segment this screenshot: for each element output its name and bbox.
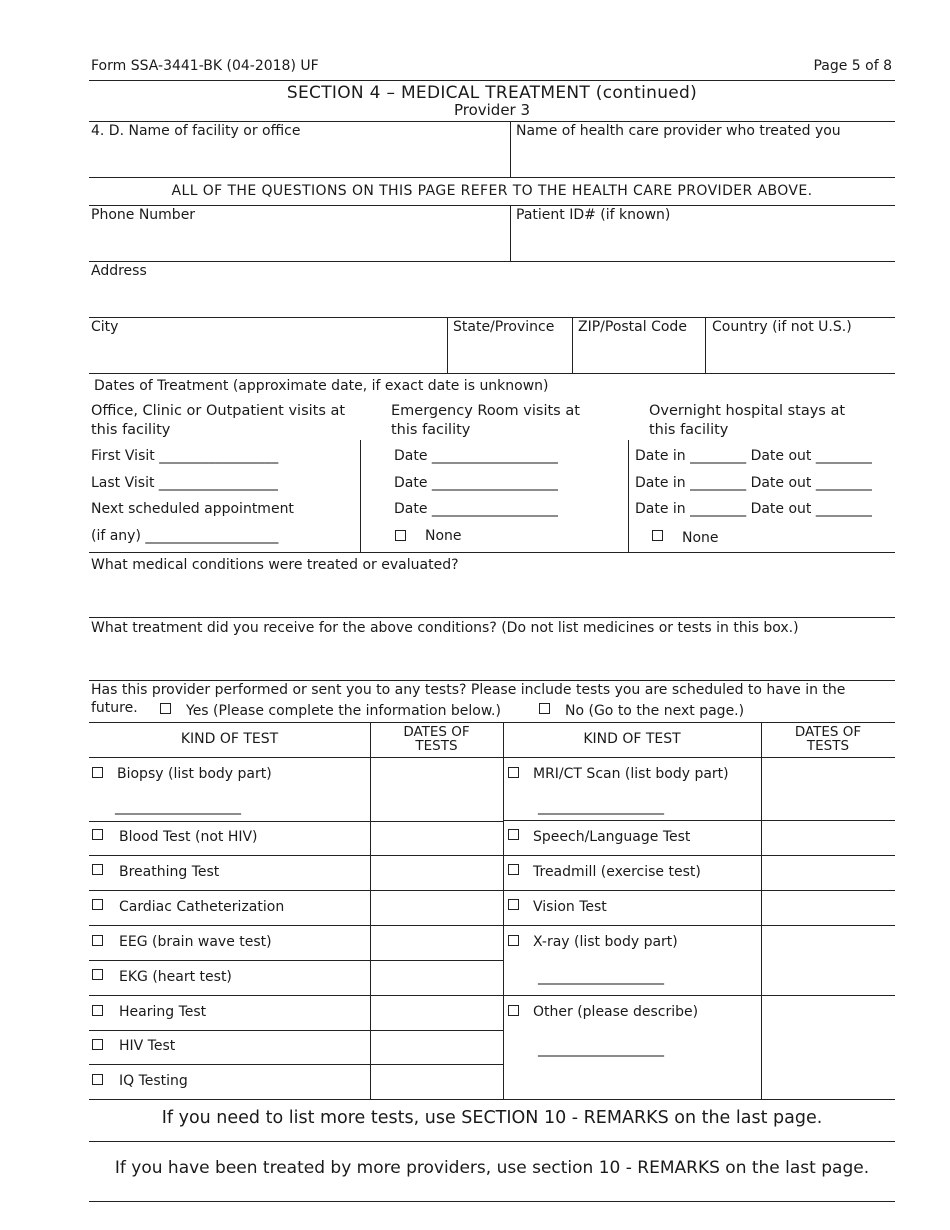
test-label-eeg: EEG (brain wave test) [119, 934, 272, 950]
dates-header-line-1: DATES OF [794, 724, 862, 740]
test-label-ekg: EKG (heart test) [119, 969, 232, 985]
tests-yes-label: Yes (Please complete the information below.) [186, 703, 501, 719]
divider [89, 552, 895, 553]
divider [89, 1099, 895, 1100]
more-providers-note: If you have been treated by more providers, use section 10 - REMARKS on the last page. [114, 1158, 870, 1178]
divider [89, 205, 895, 206]
overnight-heading-1: Overnight hospital stays at [649, 403, 846, 419]
divider [89, 757, 895, 758]
next-appointment-label: Next scheduled appointment [91, 501, 294, 517]
provider-name-field[interactable] [516, 142, 892, 176]
country-field[interactable] [712, 338, 892, 372]
overnight-none-checkbox[interactable] [652, 530, 663, 541]
first-visit-field[interactable]: First Visit _________________ [91, 448, 279, 464]
test-dates-field[interactable] [372, 1032, 501, 1063]
zip-label: ZIP/Postal Code [578, 319, 687, 335]
dates-header-line-1: DATES OF [403, 724, 470, 740]
dates-header-line-2: TESTS [806, 738, 850, 754]
er-date-field[interactable]: Date __________________ [394, 475, 558, 491]
form-id: Form SSA-3441-BK (04-2018) UF [91, 58, 319, 74]
er-none-checkbox[interactable] [395, 530, 406, 541]
test-dates-field[interactable] [763, 857, 893, 889]
test-dates-field[interactable] [763, 892, 893, 924]
test-checkbox-xray[interactable] [508, 935, 519, 946]
divider [89, 317, 895, 318]
test-label-cardiac: Cardiac Catheterization [119, 899, 285, 915]
test-checkbox-breathing[interactable] [92, 864, 103, 875]
divider [89, 722, 895, 723]
test-checkbox-vision[interactable] [508, 899, 519, 910]
office-heading-2: this facility [91, 422, 171, 438]
divider [503, 820, 895, 821]
test-dates-field[interactable] [372, 857, 501, 889]
city-field[interactable] [91, 338, 443, 372]
conditions-field[interactable] [91, 577, 891, 615]
provider-number: Provider 3 [453, 101, 531, 119]
test-dates-field[interactable] [372, 1066, 501, 1098]
address-label: Address [91, 263, 147, 279]
test-dates-field[interactable] [372, 823, 501, 854]
divider [705, 317, 706, 373]
test-dates-field[interactable] [763, 997, 893, 1098]
treatment-question: What treatment did you receive for the above conditions? (Do not list medicines or tests in this box.) [91, 620, 799, 636]
dates-of-tests-header [761, 725, 895, 753]
dates-of-tests-header [370, 725, 503, 753]
test-label-breathing: Breathing Test [119, 864, 220, 880]
page-number: Page 5 of 8 [813, 58, 892, 74]
test-label-treadmill: Treadmill (exercise test) [533, 864, 701, 880]
divider [89, 960, 503, 961]
other-describe-field[interactable]: __________________ [538, 1041, 664, 1057]
all-questions-note: ALL OF THE QUESTIONS ON THIS PAGE REFER TO THE HEALTH CARE PROVIDER ABOVE. [171, 183, 813, 199]
test-checkbox-hearing[interactable] [92, 1005, 103, 1016]
divider [89, 821, 503, 822]
table-divider [503, 722, 504, 1099]
divider [503, 855, 895, 856]
er-heading-2: this facility [391, 422, 471, 438]
divider [89, 855, 503, 856]
office-heading-1: Office, Clinic or Outpatient visits at [91, 403, 346, 419]
divider [89, 1141, 895, 1142]
divider [503, 925, 895, 926]
tests-question-cont: future. [91, 700, 138, 716]
test-dates-field[interactable] [372, 892, 501, 924]
last-visit-field[interactable]: Last Visit _________________ [91, 475, 278, 491]
city-label: City [91, 319, 119, 335]
conditions-question: What medical conditions were treated or evaluated? [91, 557, 459, 573]
overnight-dates-field[interactable]: Date in ________ Date out ________ [635, 448, 872, 464]
divider [89, 1201, 895, 1202]
patient-id-field[interactable] [516, 226, 892, 260]
tests-yes-checkbox[interactable] [160, 703, 171, 714]
divider [89, 177, 895, 178]
patient-id-label: Patient ID# (if known) [516, 207, 671, 223]
divider [89, 617, 895, 618]
provider-name-label: Name of health care provider who treated you [516, 123, 841, 139]
divider [89, 890, 503, 891]
divider [503, 995, 895, 996]
phone-field[interactable] [91, 226, 507, 260]
test-dates-field[interactable] [763, 822, 893, 854]
address-field[interactable] [91, 282, 891, 316]
divider [510, 205, 511, 261]
facility-name-field[interactable] [91, 142, 507, 176]
test-checkbox-eeg[interactable] [92, 935, 103, 946]
dates-heading: Dates of Treatment (approximate date, if exact date is unknown) [94, 378, 549, 394]
facility-name-label: 4. D. Name of facility or office [91, 123, 301, 139]
test-checkbox-speech[interactable] [508, 829, 519, 840]
overnight-dates-field[interactable]: Date in ________ Date out ________ [635, 501, 872, 517]
divider [572, 317, 573, 373]
table-divider [761, 722, 762, 1099]
er-date-field[interactable]: Date __________________ [394, 501, 558, 517]
test-checkbox-other[interactable] [508, 1005, 519, 1016]
zip-field[interactable] [578, 338, 702, 372]
biopsy-body-part-field[interactable]: __________________ [115, 799, 241, 815]
test-dates-field[interactable] [763, 927, 893, 994]
overnight-heading-2: this facility [649, 422, 729, 438]
test-checkbox-iq[interactable] [92, 1074, 103, 1085]
kind-of-test-header: KIND OF TEST [583, 731, 681, 747]
test-dates-field[interactable] [372, 759, 501, 820]
test-checkbox-mri[interactable] [508, 767, 519, 778]
test-label-speech: Speech/Language Test [533, 829, 691, 845]
divider [89, 680, 895, 681]
divider [447, 317, 448, 373]
xray-body-part-field[interactable]: __________________ [538, 969, 664, 985]
test-dates-field[interactable] [372, 927, 501, 959]
divider [89, 1030, 503, 1031]
test-checkbox-blood[interactable] [92, 829, 103, 840]
treatment-field[interactable] [91, 640, 891, 678]
divider [89, 995, 503, 996]
test-label-other: Other (please describe) [533, 1004, 699, 1020]
test-checkbox-hiv[interactable] [92, 1039, 103, 1050]
table-divider [370, 722, 371, 1099]
divider [360, 440, 361, 552]
test-label-mri: MRI/CT Scan (list body part) [533, 766, 729, 782]
kind-of-test-header: KIND OF TEST [180, 731, 279, 747]
divider [89, 373, 895, 374]
test-label-blood: Blood Test (not HIV) [119, 829, 258, 845]
test-label-vision: Vision Test [533, 899, 607, 915]
test-dates-field[interactable] [372, 962, 501, 994]
state-label: State/Province [453, 319, 555, 335]
state-field[interactable] [453, 338, 569, 372]
divider [503, 890, 895, 891]
tests-no-checkbox[interactable] [539, 703, 550, 714]
divider [628, 440, 629, 552]
er-heading-1: Emergency Room visits at [391, 403, 580, 419]
tests-no-label: No (Go to the next page.) [565, 703, 745, 719]
test-label-hiv: HIV Test [119, 1038, 176, 1054]
divider [510, 121, 511, 177]
country-label: Country (if not U.S.) [712, 319, 852, 335]
er-date-field[interactable]: Date __________________ [394, 448, 558, 464]
test-label-xray: X-ray (list body part) [533, 934, 678, 950]
divider [89, 925, 503, 926]
more-tests-note: If you need to list more tests, use SECTION 10 - REMARKS on the last page. [161, 1108, 823, 1128]
test-dates-field[interactable] [763, 759, 893, 819]
test-checkbox-ekg[interactable] [92, 969, 103, 980]
test-checkbox-treadmill[interactable] [508, 864, 519, 875]
divider [89, 1064, 503, 1065]
overnight-dates-field[interactable]: Date in ________ Date out ________ [635, 475, 872, 491]
er-none-label: None [425, 528, 462, 544]
tests-question: Has this provider performed or sent you to any tests? Please include tests you are scheduled to have in the [91, 682, 846, 698]
divider [89, 80, 895, 81]
test-dates-field[interactable] [372, 997, 501, 1029]
dates-header-line-2: TESTS [415, 738, 458, 754]
phone-label: Phone Number [91, 207, 196, 223]
divider [89, 261, 895, 262]
overnight-none-label: None [682, 530, 719, 546]
divider [89, 121, 895, 122]
mri-body-part-field[interactable]: __________________ [538, 799, 664, 815]
test-label-iq: IQ Testing [119, 1073, 188, 1089]
section-title: SECTION 4 – MEDICAL TREATMENT (continued) [286, 83, 698, 103]
test-label-hearing: Hearing Test [119, 1004, 207, 1020]
next-appointment-field[interactable]: (if any) ___________________ [91, 528, 279, 544]
test-checkbox-cardiac[interactable] [92, 899, 103, 910]
test-checkbox-biopsy[interactable] [92, 767, 103, 778]
test-label-biopsy: Biopsy (list body part) [117, 766, 272, 782]
